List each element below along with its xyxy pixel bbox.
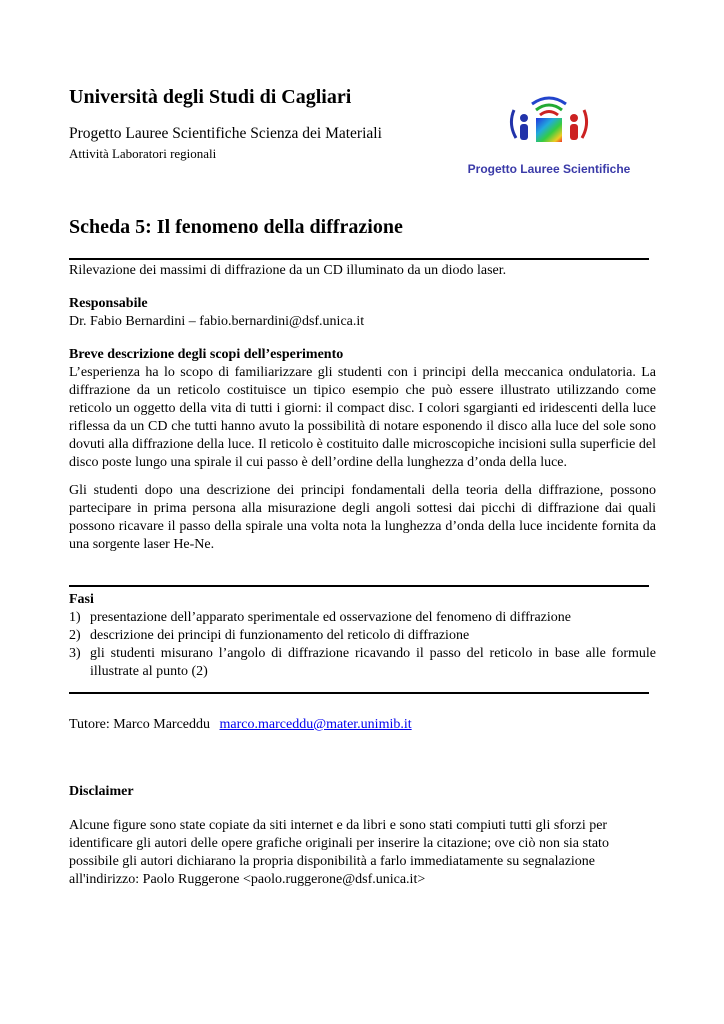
list-item [69,645,656,681]
list-item-text: descrizione dei principi di funzionamento del reticolo di diffrazione [90,628,470,643]
list-item-number: 2) [69,628,81,643]
university-title: Università degli Studi di Cagliari [69,86,352,108]
scopi-heading: Breve descrizione degli scopi dell’esperimento [69,347,344,362]
scopi-paragraph: L’esperienza ha lo scopo di familiarizzare gli studenti con i principi della meccanica ondulatoria. La diffrazione da un reticolo costituisce un tipico esempio che può essere illustrato utilizzando come reticolo un oggetto della vita di tutti i giorni: il compact disc. I colori sgargianti ed iridescenti della luce riflessa da un CD che tutti hanno avuto la possibilità di notare esponendo il disco alla luce del sole sono dovuti alla diffrazione della luce. Il reticolo è costituito dalle microscopiche incisioni sulla superficie del disco poste lungo una spirale il cui passo è dell’ordine della lunghezza d’onda della luce. [69,365,656,470]
disclaimer-line: identificare gli autori delle opere grafiche originali per inserire la citazione; ove ciò non sia stato [69,836,609,851]
fasi-heading: Fasi [69,592,94,607]
divider [69,692,649,694]
document-title: Scheda 5: Il fenomeno della diffrazione [69,216,403,238]
disclaimer-line: all'indirizzo: Paolo Ruggerone <paolo.ruggerone@dsf.unica.it> [69,872,426,887]
tutor-line [69,716,412,734]
list-item [69,627,656,645]
disclaimer-heading: Disclaimer [69,784,134,799]
list-item-text: gli studenti misurano l’angolo di diffrazione ricavando il passo del reticolo in base alle formule illustrate al punto (2) [90,646,656,679]
divider [69,585,649,587]
disclaimer-line: possibile gli autori dichiarano la propria disponibilità a farlo immediatamente su segnalazione [69,854,596,869]
list-item [69,609,656,627]
list-item-number: 3) [69,646,81,661]
list-item-number: 1) [69,610,81,625]
logo-cube [536,118,562,142]
document-subtitle: Rilevazione dei massimi di diffrazione da un CD illuminato da un diodo laser. [69,263,507,278]
project-name: Progetto Lauree Scientifiche Scienza dei Materiali [69,125,382,142]
list-item-text: presentazione dell’apparato sperimentale ed osservazione del fenomeno di diffrazione [90,610,571,625]
disclaimer-text [69,817,639,889]
tutor-label: Tutore: Marco Marceddu [69,717,211,732]
fasi-list [69,609,656,681]
divider [69,258,649,260]
activity-name: Attività Laboratori regionali [69,146,217,161]
logo-caption: Progetto Lauree Scientifiche [467,162,631,176]
tutor-email-link[interactable]: marco.marceddu@mater.unimib.it [219,717,412,732]
scopi-paragraph: Gli studenti dopo una descrizione dei principi fondamentali della teoria della diffrazione, possono partecipare in prima persona alla misurazione degli angoli sottesi dai picchi di diffrazione dai quali possono ricavare il passo della spirale una volta nota la lunghezza d’onda della luce incidente fornita da una sorgente laser He-Ne. [69,483,656,552]
responsabile-name: Dr. Fabio Bernardini – fabio.bernardini@dsf.unica.it [69,314,365,329]
responsabile-heading: Responsabile [69,296,148,311]
logo-arcs [532,98,566,115]
disclaimer-line: Alcune figure sono state copiate da siti internet e da libri e sono stati compiuti tutti gli sforzi per [69,818,608,833]
